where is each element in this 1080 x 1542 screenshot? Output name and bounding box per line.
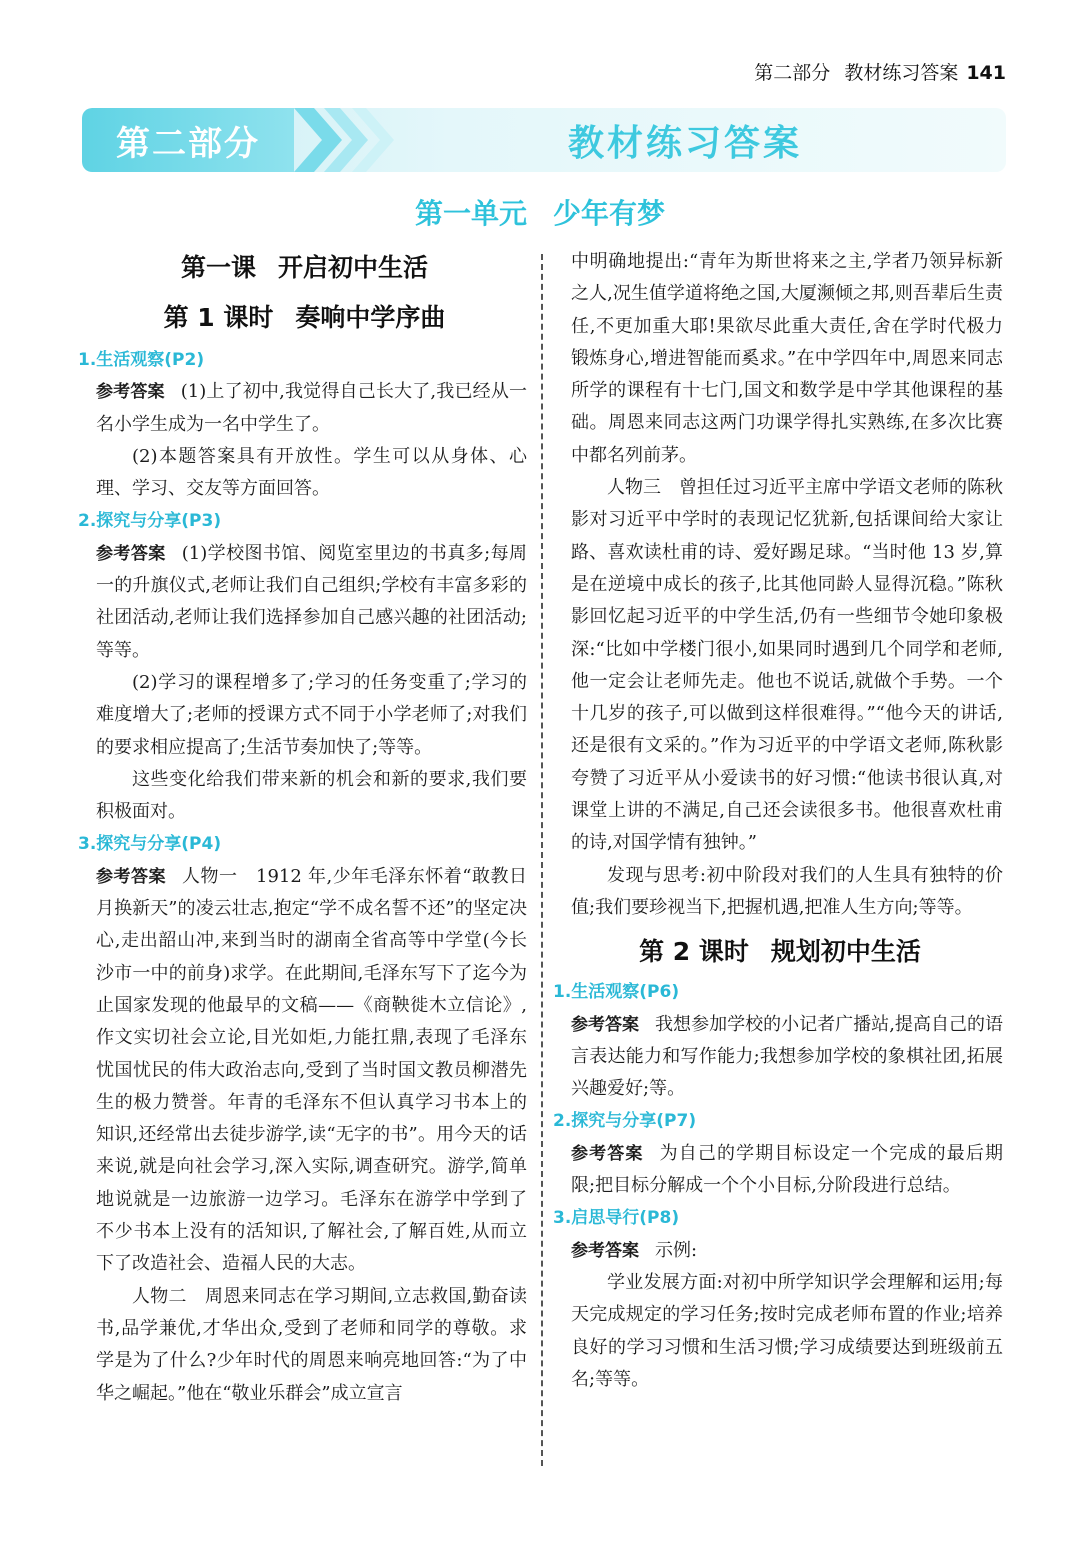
answer-paragraph — [557, 1138, 1003, 1203]
answer-label: 参考答案 — [96, 866, 167, 887]
unit-name: 少年有梦 — [553, 197, 666, 230]
answer-paragraph — [557, 1009, 1003, 1106]
answer-text: (1)学校图书馆、阅览室里边的书真多;每周一的升旗仪式,老师让我们自己组织;学校有丰富多彩的社团活动,老师让我们选择参加自己感兴趣的社团活动;等等。 — [96, 542, 528, 661]
answer-paragraph — [82, 538, 527, 667]
running-head-part: 第二部分 — [754, 62, 831, 84]
answer-label: 参考答案 — [571, 1240, 639, 1261]
answer-paragraph: 中明确地提出:“青年为斯世将来之主,学者乃领异标新之人,况生值学道将绝之国,大厦濒倾之邦,则吾辈后生责任,不更加重大耶!果欲尽此重大责任,舍在学时代极力锻炼身心,增进智能而奚求。”在中学四年中,周恩来同志所学的课程有十七门,国文和数学是中学其他课程的基础。周恩来同志这两门功课学得扎实熟练,在多次比赛中都名列前茅。 — [571, 251, 1003, 466]
section-heading: 1.生活观察(P6) — [553, 982, 680, 1003]
lesson-title — [82, 250, 527, 286]
answer-paragraph: 学业发展方面:对初中所学知识学会理解和运用;每天完成规定的学习任务;按时完成老师布置的作业;培养良好的学习习惯和生活习惯;学习成绩要达到班级前五名;等等。 — [571, 1271, 1003, 1390]
section-heading: 3.探究与分享(P4) — [78, 834, 222, 855]
answer-label: 参考答案 — [571, 1014, 640, 1035]
banner-title: 教材练习答案 — [567, 122, 802, 164]
lesson-name: 开启初中生活 — [278, 253, 429, 282]
column-divider — [541, 254, 543, 1466]
unit-title — [300, 192, 780, 232]
answer-paragraph: 发现与思考:初中阶段对我们的人生具有独特的价值;我们要珍视当下,把握机遇,把准人生方向;等等。 — [571, 864, 1003, 918]
left-column — [78, 248, 528, 1410]
period-2-title — [557, 934, 1003, 970]
running-head — [754, 58, 1006, 85]
answer-label: 参考答案 — [96, 382, 165, 403]
answer-text: 我想参加学校的小记者广播站,提高自己的语言表达能力和写作能力;我想参加学校的象棋社团,拓展兴趣爱好;等。 — [571, 1013, 1003, 1100]
page-number: 141 — [966, 62, 1006, 84]
part-banner — [82, 108, 1006, 172]
answer-paragraph — [557, 1235, 1003, 1267]
section-heading: 2.探究与分享(P7) — [553, 1111, 697, 1132]
answer-paragraph: 人物三 曾担任过习近平主席中学语文老师的陈秋影对习近平中学时的表现记忆犹新,包括课间给大家让路、喜欢读杜甫的诗、爱好踢足球。“当时他 13 岁,算是在逆境中成长的孩子,比其他同龄人显得沉稳。”陈秋影回忆起习近平的中学生活,仍有一些细节令她印象极深:“比如中学楼门很小,如果同时遇到几个同学和老师,他一定会让老师先走。他也不说话,就做个手势。一个十几岁的孩子,可以做到这样很难得。”“他今天的讲话,还是很有文采的。”作为习近平的中学语文老师,陈秋影夸赞了习近平从小爱读书的好习惯:“他读书很认真,对课堂上讲的不满足,自己还会读很多书。他很喜欢杜甫的诗,对国学情有独钟。” — [571, 477, 1003, 854]
section-heading: 1.生活观察(P2) — [78, 350, 205, 370]
period-2-number: 第 2 课时 — [639, 937, 749, 967]
answer-paragraph: 这些变化给我们带来新的机会和新的要求,我们要积极面对。 — [96, 768, 527, 823]
answer-text: 为自己的学期目标设定一个完成的最后期限;把目标分解成一个个小目标,分阶段进行总结。 — [571, 1142, 1004, 1197]
period-1-name: 奏响中学序曲 — [295, 303, 446, 332]
section-heading: 3.启思导行(P8) — [553, 1208, 680, 1229]
running-head-section: 教材练习答案 — [844, 62, 959, 84]
section-heading: 2.探究与分享(P3) — [78, 511, 222, 532]
lesson-number: 第一课 — [180, 253, 256, 282]
chevron-arrows-icon — [294, 108, 404, 172]
answer-text: (1)上了初中,我觉得自己长大了,我已经从一名小学生成为一名中学生了。 — [96, 381, 528, 435]
period-1-title — [82, 300, 527, 336]
answer-paragraph — [82, 861, 527, 1281]
period-2-name: 规划初中生活 — [770, 937, 921, 967]
answer-label: 参考答案 — [571, 1143, 644, 1164]
banner-part-label: 第二部分 — [82, 108, 294, 172]
answer-text: 示例: — [655, 1239, 698, 1261]
answer-text: 人物一 1912 年,少年毛泽东怀着“敢教日月换新天”的凌云壮志,抱定“学不成名誓不还”的坚定决心,走出韶山冲,来到当时的湖南全省高等中学堂(今长沙市一中的前身)求学。在此期间,毛泽东写下了迄今为止国家发现的他最早的文稿——《商鞅徙木立信论》,作文实切社会立论,目光如炬,力能扛鼎,表现了毛泽东忧国忧民的伟大政治志向,受到了当时国文教员柳潜先生的极力赞誉。年青的毛泽东不但认真学习书本上的知识,还经常出去徒步游学,读“无字的书”。用今天的话来说,就是向社会学习,深入实际,调查研究。游学,简单地说就是一边旅游一边学习。毛泽东在游学中学到了不少书本上没有的活知识,了解社会,了解百姓,从而立下了改造社会、造福人民的大志。 — [96, 865, 528, 1275]
answer-label: 参考答案 — [96, 543, 166, 564]
answer-paragraph: (2)本题答案具有开放性。学生可以从身体、心理、学习、交友等方面回答。 — [96, 445, 527, 500]
answer-paragraph — [82, 376, 527, 441]
period-1-number: 第 1 课时 — [163, 303, 274, 332]
unit-number: 第一单元 — [414, 197, 527, 230]
answer-paragraph: (2)学习的课程增多了;学习的任务变重了;学习的难度增大了;老师的授课方式不同于小学老师了;对我们的要求相应提高了;生活节奏加快了;等等。 — [96, 671, 527, 758]
answer-paragraph: 人物二 周恩来同志在学习期间,立志救国,勤奋读书,品学兼优,才华出众,受到了老师和同学的尊敬。求学是为了什么?少年时代的周恩来响亮地回答:“为了中华之崛起。”他在“敬业乐群会”成立宣言 — [96, 1285, 527, 1404]
right-column — [553, 246, 1004, 1396]
